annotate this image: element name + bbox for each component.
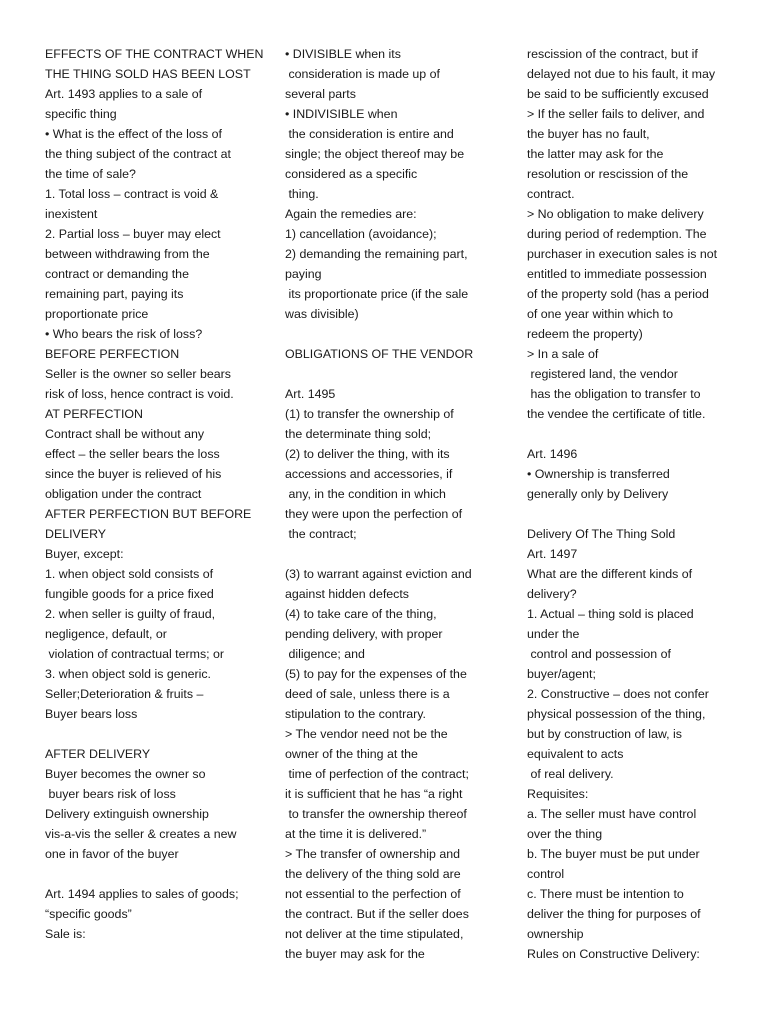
text-line bbox=[527, 504, 742, 524]
text-line: 2. Partial loss – buyer may elect bbox=[45, 227, 221, 241]
text-line: specific thing bbox=[45, 107, 117, 121]
text-line: Sale is: bbox=[45, 927, 86, 941]
text-line bbox=[45, 724, 263, 744]
text-line: the buyer may ask for the bbox=[285, 947, 425, 961]
text-line: effect – the seller bears the loss bbox=[45, 447, 220, 461]
text-line: vis-a-vis the seller & creates a new bbox=[45, 827, 237, 841]
text-line: redeem the property) bbox=[527, 327, 643, 341]
text-line: • What is the effect of the loss of bbox=[45, 127, 222, 141]
text-line: 2. when seller is guilty of fraud, bbox=[45, 607, 216, 621]
text-line: AT PERFECTION bbox=[45, 407, 143, 421]
text-line: a. The seller must have control bbox=[527, 807, 697, 821]
text-line: Seller is the owner so seller bears bbox=[45, 367, 231, 381]
text-line: owner of the thing at the bbox=[285, 747, 418, 761]
text-line bbox=[45, 864, 263, 884]
text-line: buyer bears risk of loss bbox=[45, 787, 176, 801]
text-line: 1. when object sold consists of bbox=[45, 567, 214, 581]
text-line: > If the seller fails to deliver, and bbox=[527, 107, 705, 121]
text-line: registered land, the vendor bbox=[527, 367, 678, 381]
text-line: consideration is made up of bbox=[285, 67, 440, 81]
text-line: Delivery extinguish ownership bbox=[45, 807, 209, 821]
text-line: one in favor of the buyer bbox=[45, 847, 179, 861]
text-line bbox=[285, 324, 500, 344]
text-line: to transfer the ownership thereof bbox=[285, 807, 467, 821]
text-line: Delivery Of The Thing Sold bbox=[527, 527, 676, 541]
text-line: 3. when object sold is generic. bbox=[45, 667, 211, 681]
text-line: any, in the condition in which bbox=[285, 487, 446, 501]
text-line: Buyer bears loss bbox=[45, 707, 138, 721]
text-line: AFTER PERFECTION BUT BEFORE bbox=[45, 507, 252, 521]
text-line: buyer/agent; bbox=[527, 667, 596, 681]
text-line: during period of redemption. The bbox=[527, 227, 707, 241]
text-line: the buyer has no fault, bbox=[527, 127, 650, 141]
text-line: 1) cancellation (avoidance); bbox=[285, 227, 437, 241]
text-column-1 bbox=[45, 44, 263, 944]
text-line: proportionate price bbox=[45, 307, 149, 321]
text-line: thing. bbox=[285, 187, 319, 201]
text-line bbox=[285, 544, 500, 564]
text-line: rescission of the contract, but if bbox=[527, 47, 698, 61]
text-line: the vendee the certificate of title. bbox=[527, 407, 706, 421]
text-line: c. There must be intention to bbox=[527, 887, 684, 901]
text-line: the thing subject of the contract at bbox=[45, 147, 231, 161]
text-line: since the buyer is relieved of his bbox=[45, 467, 222, 481]
text-column-3 bbox=[527, 44, 742, 964]
text-line: > The vendor need not be the bbox=[285, 727, 448, 741]
text-line: OBLIGATIONS OF THE VENDOR bbox=[285, 347, 474, 361]
text-line: was divisible) bbox=[285, 307, 359, 321]
text-line: • Ownership is transferred bbox=[527, 467, 670, 481]
text-line: of real delivery. bbox=[527, 767, 614, 781]
text-line: of the property sold (has a period bbox=[527, 287, 709, 301]
text-line: > No obligation to make delivery bbox=[527, 207, 704, 221]
text-line: (2) to deliver the thing, with its bbox=[285, 447, 450, 461]
text-line: THE THING SOLD HAS BEEN LOST bbox=[45, 67, 251, 81]
text-line: generally only by Delivery bbox=[527, 487, 669, 501]
text-line: the delivery of the thing sold are bbox=[285, 867, 461, 881]
text-line: they were upon the perfection of bbox=[285, 507, 463, 521]
text-line: negligence, default, or bbox=[45, 627, 167, 641]
text-line: the determinate thing sold; bbox=[285, 427, 432, 441]
text-line: not deliver at the time stipulated, bbox=[285, 927, 464, 941]
text-line: its proportionate price (if the sale bbox=[285, 287, 469, 301]
text-line: between withdrawing from the bbox=[45, 247, 210, 261]
text-line: control and possession of bbox=[527, 647, 671, 661]
text-line: the contract; bbox=[285, 527, 357, 541]
text-line: • DIVISIBLE when its bbox=[285, 47, 401, 61]
text-line: DELIVERY bbox=[45, 527, 107, 541]
text-line: paying bbox=[285, 267, 322, 281]
text-line: AFTER DELIVERY bbox=[45, 747, 151, 761]
text-line: but by construction of law, is bbox=[527, 727, 682, 741]
text-line bbox=[527, 424, 742, 444]
text-line: resolution or rescission of the bbox=[527, 167, 689, 181]
text-line: (1) to transfer the ownership of bbox=[285, 407, 454, 421]
text-line: b. The buyer must be put under bbox=[527, 847, 700, 861]
text-line: (4) to take care of the thing, bbox=[285, 607, 437, 621]
text-line: (5) to pay for the expenses of the bbox=[285, 667, 467, 681]
text-line: over the thing bbox=[527, 827, 603, 841]
text-line: Again the remedies are: bbox=[285, 207, 417, 221]
text-line: Art. 1494 applies to sales of goods; bbox=[45, 887, 239, 901]
text-line: physical possession of the thing, bbox=[527, 707, 706, 721]
text-line: time of perfection of the contract; bbox=[285, 767, 469, 781]
text-line: of one year within which to bbox=[527, 307, 674, 321]
text-line: EFFECTS OF THE CONTRACT WHEN bbox=[45, 47, 264, 61]
text-line: single; the object thereof may be bbox=[285, 147, 465, 161]
text-line bbox=[285, 364, 500, 384]
text-line: Rules on Constructive Delivery: bbox=[527, 947, 700, 961]
text-line: Art. 1495 bbox=[285, 387, 336, 401]
text-line: Buyer becomes the owner so bbox=[45, 767, 206, 781]
text-line: contract or demanding the bbox=[45, 267, 189, 281]
text-line: Seller;Deterioration & fruits – bbox=[45, 687, 204, 701]
text-line: equivalent to acts bbox=[527, 747, 624, 761]
text-line: purchaser in execution sales is not bbox=[527, 247, 718, 261]
text-line: ownership bbox=[527, 927, 584, 941]
text-line: under the bbox=[527, 627, 580, 641]
text-line: Buyer, except: bbox=[45, 547, 124, 561]
text-line: against hidden defects bbox=[285, 587, 409, 601]
text-line: it is sufficient that he has “a right bbox=[285, 787, 463, 801]
text-line: inexistent bbox=[45, 207, 98, 221]
text-line: fungible goods for a price fixed bbox=[45, 587, 214, 601]
text-line: BEFORE PERFECTION bbox=[45, 347, 180, 361]
text-line: violation of contractual terms; or bbox=[45, 647, 225, 661]
text-line: 2. Constructive – does not confer bbox=[527, 687, 709, 701]
text-line: the consideration is entire and bbox=[285, 127, 454, 141]
text-line: (3) to warrant against eviction and bbox=[285, 567, 472, 581]
text-line: obligation under the contract bbox=[45, 487, 202, 501]
text-line: 1. Actual – thing sold is placed bbox=[527, 607, 694, 621]
text-line: delivery? bbox=[527, 587, 577, 601]
text-line: “specific goods” bbox=[45, 907, 132, 921]
text-line: Contract shall be without any bbox=[45, 427, 205, 441]
text-line: deliver the thing for purposes of bbox=[527, 907, 701, 921]
text-line: remaining part, paying its bbox=[45, 287, 184, 301]
text-line: deed of sale, unless there is a bbox=[285, 687, 450, 701]
text-line: several parts bbox=[285, 87, 356, 101]
text-line: at the time it is delivered.” bbox=[285, 827, 427, 841]
text-line: the contract. But if the seller does bbox=[285, 907, 469, 921]
text-line: delayed not due to his fault, it may bbox=[527, 67, 716, 81]
text-line: contract. bbox=[527, 187, 575, 201]
text-line: risk of loss, hence contract is void. bbox=[45, 387, 234, 401]
text-line: • Who bears the risk of loss? bbox=[45, 327, 203, 341]
text-line: • INDIVISIBLE when bbox=[285, 107, 398, 121]
text-line: Requisites: bbox=[527, 787, 589, 801]
text-line: control bbox=[527, 867, 565, 881]
text-line: > In a sale of bbox=[527, 347, 599, 361]
text-line: pending delivery, with proper bbox=[285, 627, 443, 641]
text-line: not essential to the perfection of bbox=[285, 887, 461, 901]
text-line: be said to be sufficiently excused bbox=[527, 87, 709, 101]
text-line: accessions and accessories, if bbox=[285, 467, 453, 481]
text-line: > The transfer of ownership and bbox=[285, 847, 461, 861]
text-line: 1. Total loss – contract is void & bbox=[45, 187, 219, 201]
text-line: Art. 1497 bbox=[527, 547, 578, 561]
text-line: has the obligation to transfer to bbox=[527, 387, 701, 401]
text-line: the latter may ask for the bbox=[527, 147, 664, 161]
text-line: diligence; and bbox=[285, 647, 365, 661]
text-column-2 bbox=[285, 44, 500, 964]
text-line: 2) demanding the remaining part, bbox=[285, 247, 468, 261]
text-line: Art. 1496 bbox=[527, 447, 578, 461]
text-line: the time of sale? bbox=[45, 167, 136, 181]
text-line: stipulation to the contrary. bbox=[285, 707, 426, 721]
text-line: considered as a specific bbox=[285, 167, 418, 181]
text-line: What are the different kinds of bbox=[527, 567, 693, 581]
text-line: Art. 1493 applies to a sale of bbox=[45, 87, 203, 101]
text-line: entitled to immediate possession bbox=[527, 267, 707, 281]
